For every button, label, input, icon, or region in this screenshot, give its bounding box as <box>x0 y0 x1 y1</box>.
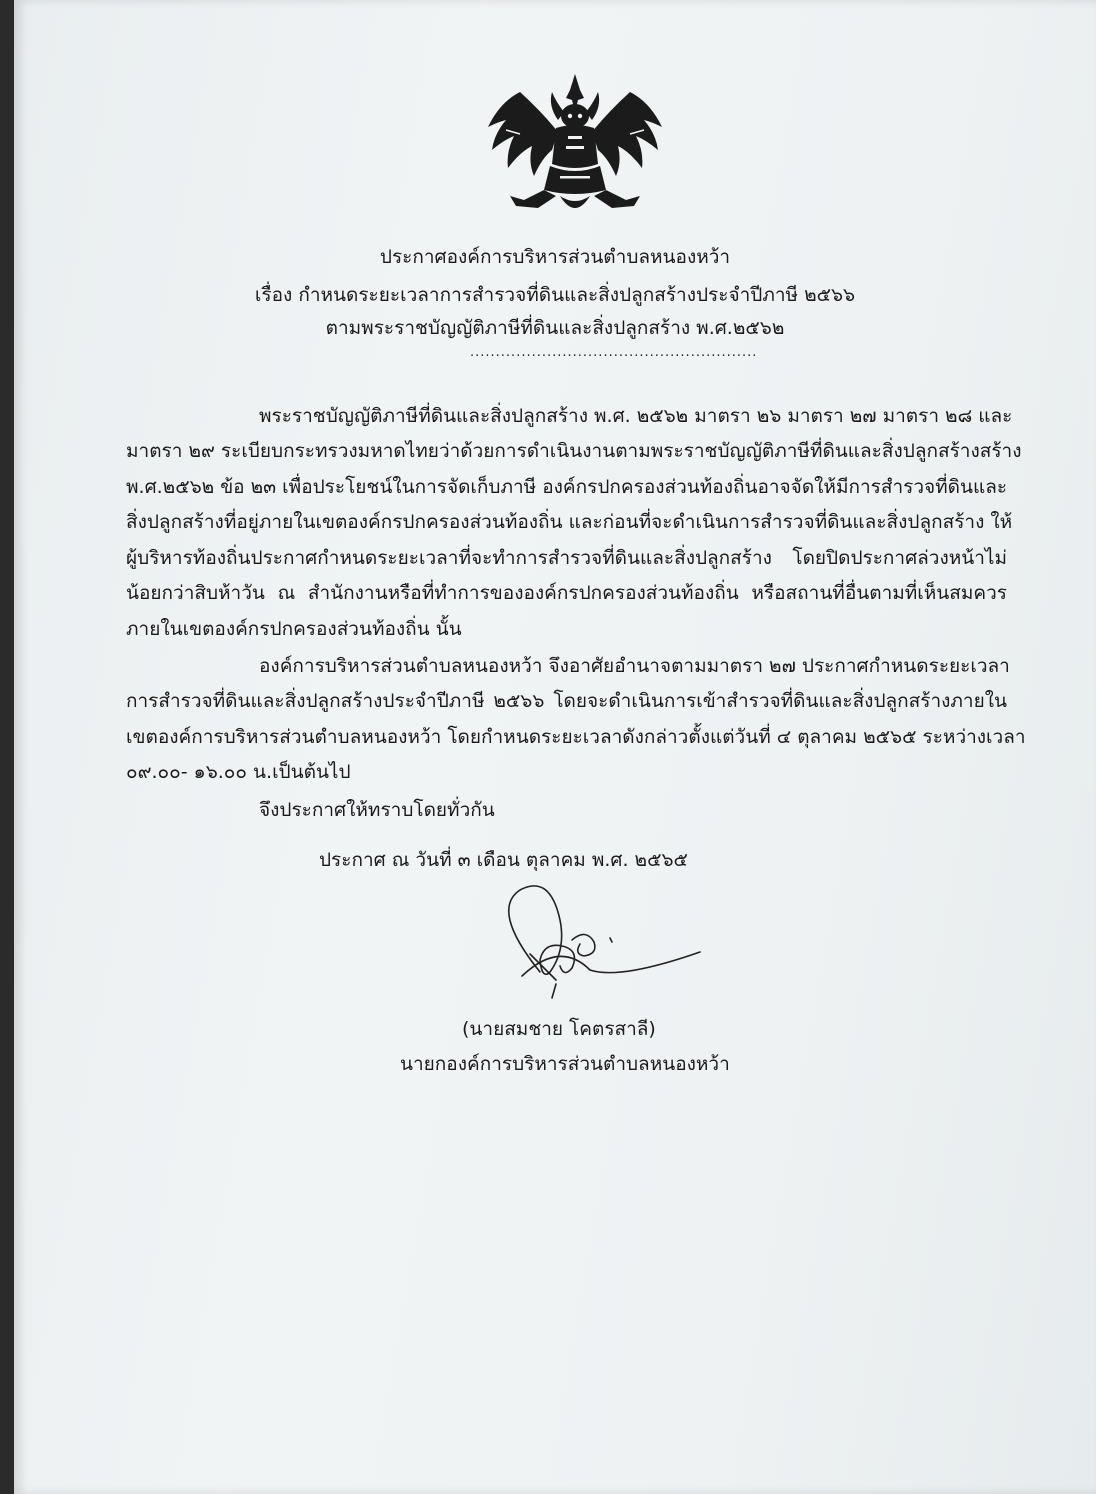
paragraph-1-line: น้อยกว่าสิบห้าวัน ณ สำนักงานหรือที่ทำการขององค์กรปกครองส่วนท้องถิ่น หรือสถานที่อื่นตามที่เห็นสมควร <box>126 582 1007 604</box>
paragraph-2-line: ๐๙.๐๐- ๑๖.๐๐ น.เป็นต้นไป <box>126 761 351 783</box>
signatory-name: (นายสมชาย โคตรสาลี) <box>462 1018 656 1040</box>
paragraph-2-line: องค์การบริหารส่วนตำบลหนองหว้า จึงอาศัยอำนาจตามมาตรา ๒๗ ประกาศกำหนดระยะเวลา <box>259 655 1010 677</box>
heading-divider: ........................................................ <box>470 345 758 360</box>
signatory-title: นายกองค์การบริหารส่วนตำบลหนองหว้า <box>400 1053 730 1075</box>
paragraph-2-line: การสำรวจที่ดินและสิ่งปลูกสร้างประจำปีภาษี ๒๕๖๖ โดยจะดำเนินการเข้าสำรวจที่ดินและสิ่งปลูกสร้างภายใน <box>126 690 1007 712</box>
paragraph-1-line: สิ่งปลูกสร้างที่อยู่ภายในเขตองค์กรปกครองส่วนท้องถิ่น และก่อนที่จะดำเนินการสำรวจที่ดินและสิ่งปลูกสร้าง ให้ <box>126 511 1013 533</box>
paragraph-1-line: มาตรา ๒๙ ระเบียบกระทรวงมหาดไทยว่าด้วยการดำเนินงานตามพระราชบัญญัติภาษีที่ดินและสิ่งปลูกสร้างสร้าง <box>126 440 1022 462</box>
document-page <box>14 0 1096 1494</box>
paragraph-1-line: ผู้บริหารท้องถิ่นประกาศกำหนดระยะเวลาที่จะทำการสำรวจที่ดินและสิ่งปลูกสร้าง โดยปิดประกาศล่วงหน้าไม่ <box>126 547 1007 569</box>
paragraph-1-line: ภายในเขตองค์กรปกครองส่วนท้องถิ่น นั้น <box>126 618 462 640</box>
announcement-subject: เรื่อง กำหนดระยะเวลาการสำรวจที่ดินและสิ่งปลูกสร้างประจำปีภาษี ๒๕๖๖ <box>254 284 856 306</box>
garuda-emblem <box>480 72 670 220</box>
handwritten-signature <box>500 880 720 1010</box>
paragraph-1-line: พระราชบัญญัติภาษีที่ดินและสิ่งปลูกสร้าง พ.ศ. ๒๕๖๒ มาตรา ๒๖ มาตรา ๒๗ มาตรา ๒๘ และ <box>259 405 1013 427</box>
paragraph-1-line: พ.ศ.๒๕๖๒ ข้อ ๒๓ เพื่อประโยชน์ในการจัดเก็บภาษี องค์กรปกครองส่วนท้องถิ่นอาจจัดให้มีการสำรวจที่ดินและ <box>126 476 1008 498</box>
closing-statement: จึงประกาศให้ทราบโดยทั่วกัน <box>259 799 495 821</box>
announcement-date: ประกาศ ณ วันที่ ๓ เดือน ตุลาคม พ.ศ. ๒๕๖๕ <box>319 849 688 871</box>
announcement-heading: ประกาศองค์การบริหารส่วนตำบลหนองหว้า <box>379 246 731 268</box>
announcement-legal-basis: ตามพระราชบัญญัติภาษีที่ดินและสิ่งปลูกสร้าง พ.ศ.๒๕๖๒ <box>325 317 785 339</box>
paragraph-2-line: เขตองค์การบริหารส่วนตำบลหนองหว้า โดยกำหนดระยะเวลาดังกล่าวตั้งแต่วันที่ ๔ ตุลาคม ๒๕๖๕ ระหว่างเวลา <box>126 726 1026 748</box>
